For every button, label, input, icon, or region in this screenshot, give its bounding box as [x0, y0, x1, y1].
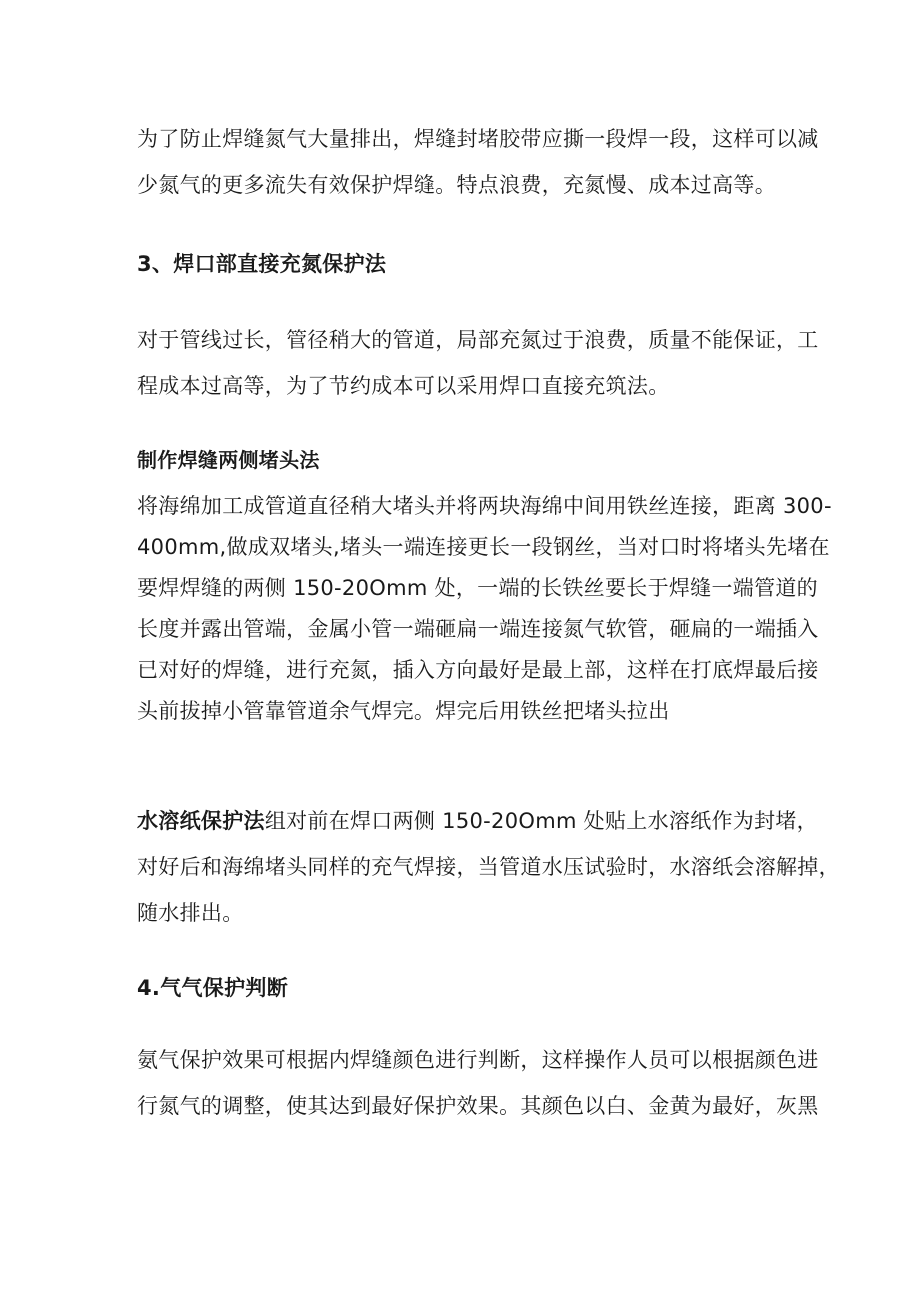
paragraph-line: 程成本过高等，为了节约成本可以采用焊口直接充筑法。	[137, 374, 670, 398]
paragraph-line: 要焊焊缝的两侧 150-20Omm 处，一端的长铁丝要长于焊缝一端管道的	[137, 576, 818, 600]
paragraph-line: 随水排出。	[137, 901, 244, 925]
paragraph-line: 对好后和海绵堵头同样的充气焊接，当管道水压试验时，水溶纸会溶解掉，	[137, 855, 840, 879]
plug-method-heading: 制作焊缝两侧堵头法	[137, 448, 320, 472]
paragraph-line: 已对好的焊缝，进行充氮，插入方向最好是最上部，这样在打底焊最后接	[137, 658, 819, 682]
paragraph-line: 400mm,做成双堵头,堵头一端连接更长一段钢丝，当对口时将堵头先堵在	[137, 535, 830, 559]
paper-method-first-line: 组对前在焊口两侧 150-20Omm 处贴上水溶纸作为封堵，	[264, 809, 818, 833]
paragraph-line: 行氮气的调整，使其达到最好保护效果。其颜色以白、金黄为最好，灰黑	[137, 1094, 819, 1118]
paragraph-line: 为了防止焊缝氮气大量排出，焊缝封堵胶带应撕一段焊一段，这样可以减	[137, 127, 819, 151]
paragraph-line: 氨气保护效果可根据内焊缝颜色进行判断，这样操作人员可以根据颜色进	[137, 1048, 819, 1072]
section-3-heading: 3、焊口部直接充氮保护法	[137, 252, 387, 276]
paper-method-lead: 水溶纸保护法	[137, 809, 265, 833]
section-3-paragraph	[137, 317, 819, 409]
paragraph-line: 将海绵加工成管道直径稍大堵头并将两块海绵中间用铁丝连接，距离 300-	[137, 494, 832, 518]
paper-method-paragraph	[137, 798, 840, 936]
paragraph-line: 少氮气的更多流失有效保护焊缝。特点浪费，充氮慢、成本过高等。	[137, 173, 776, 197]
paragraph-line: 对于管线过长，管径稍大的管道，局部充氮过于浪费，质量不能保证，工	[137, 328, 819, 352]
paragraph-line: 长度并露出管端，金属小管一端砸扁一端连接氮气软管，砸扁的一端插入	[137, 617, 819, 641]
intro-paragraph	[137, 116, 819, 208]
paragraph-line	[137, 798, 818, 844]
section-4-paragraph	[137, 1037, 819, 1129]
paragraph-line: 头前拔掉小管靠管道余气焊完。焊完后用铁丝把堵头拉出	[137, 699, 670, 723]
section-4-heading: 4.气气保护判断	[137, 976, 288, 1000]
plug-method-paragraph	[137, 486, 832, 732]
